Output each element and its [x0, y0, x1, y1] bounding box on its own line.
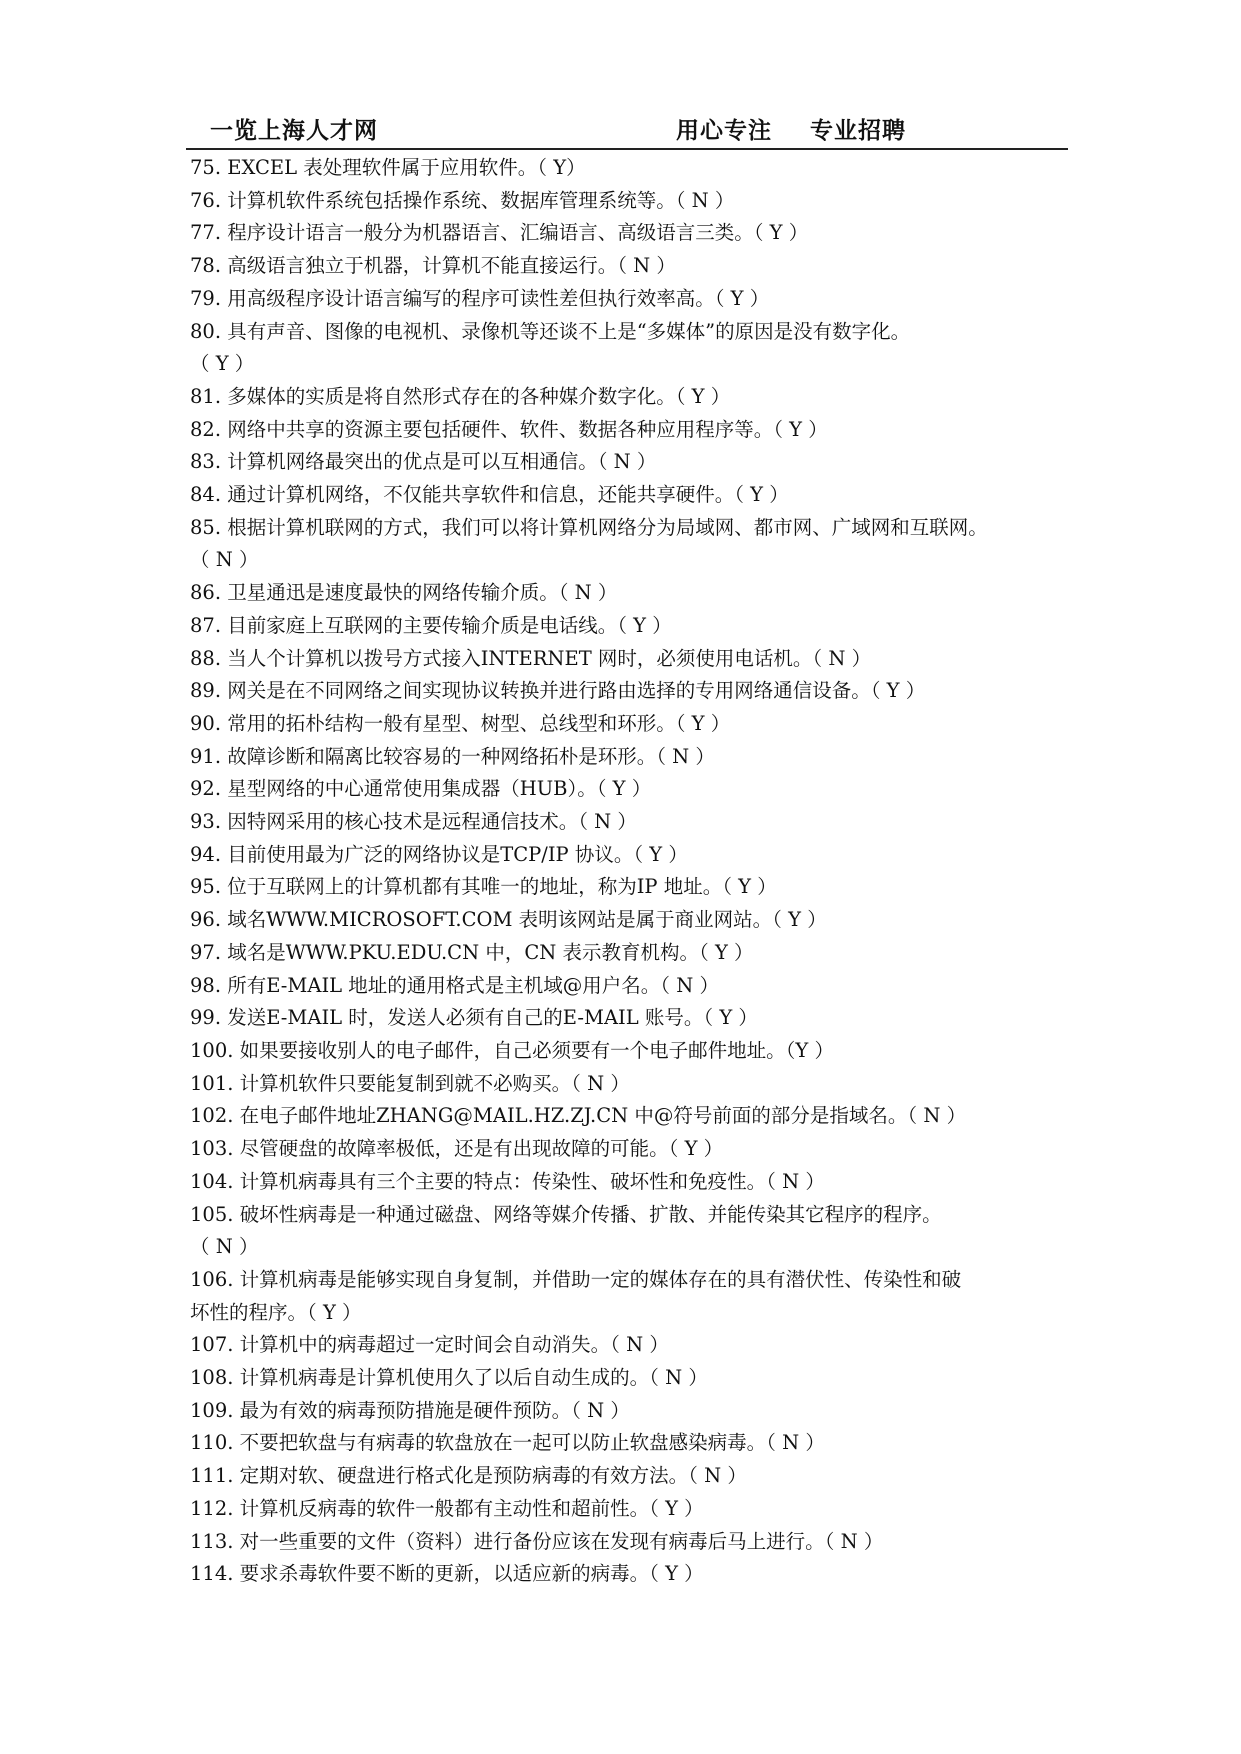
text-line: 88. 当人个计算机以拨号方式接入INTERNET 网时，必须使用电话机。（ N ）	[190, 646, 872, 670]
text-line: 91. 故障诊断和隔离比较容易的一种网络拓朴是环形。（ N ）	[190, 744, 715, 768]
text-line: （ N ）	[190, 548, 259, 572]
text-line: 102. 在电子邮件地址ZHANG@MAIL.HZ.ZJ.CN 中@符号前面的部分是指域名。（ N ）	[190, 1104, 967, 1128]
text-line: 80. 具有声音、图像的电视机、录像机等还谈不上是“多媒体”的原因是没有数字化。	[190, 319, 911, 343]
text-line: 95. 位于互联网上的计算机都有其唯一的地址，称为IP 地址。（ Y ）	[190, 875, 777, 899]
text-line: 78. 高级语言独立于机器，计算机不能直接运行。（ N ）	[190, 254, 676, 278]
text-line: 100. 如果要接收别人的电子邮件，自己必须要有一个电子邮件地址。（Y ）	[190, 1038, 834, 1062]
text-line: 105. 破坏性病毒是一种通过磁盘、网络等媒介传播、扩散、并能传染其它程序的程序。	[190, 1202, 942, 1226]
text-line: 94. 目前使用最为广泛的网络协议是TCP/IP 协议。（ Y ）	[190, 842, 688, 866]
text-line: 86. 卫星通迅是速度最快的网络传输介质。（ N ）	[190, 581, 618, 605]
text-line: 96. 域名WWW.MICROSOFT.COM 表明该网站是属于商业网站。（ Y ）	[190, 908, 827, 932]
text-line: 103. 尽管硬盘的故障率极低，还是有出现故障的可能。（ Y ）	[190, 1137, 724, 1161]
text-line: 112. 计算机反病毒的软件一般都有主动性和超前性。（ Y ）	[190, 1496, 704, 1520]
text-line: 111. 定期对软、硬盘进行格式化是预防病毒的有效方法。（ N ）	[190, 1464, 747, 1488]
text-line: 84. 通过计算机网络，不仅能共享软件和信息，还能共享硬件。（ Y ）	[190, 483, 789, 507]
text-line: 98. 所有E-MAIL 地址的通用格式是主机域@用户名。（ N ）	[190, 973, 720, 997]
text-line: 87. 目前家庭上互联网的主要传输介质是电话线。（ Y ）	[190, 613, 672, 637]
text-line: 75. EXCEL 表处理软件属于应用软件。（ Y）	[190, 156, 586, 179]
text-line: 101. 计算机软件只要能复制到就不必购买。（ N ）	[190, 1071, 630, 1095]
text-line: 90. 常用的拓朴结构一般有星型、树型、总线型和环形。（ Y ）	[190, 711, 731, 735]
text-line: （ N ）	[190, 1235, 259, 1259]
text-line: 79. 用高级程序设计语言编写的程序可读性差但执行效率高。（ Y ）	[190, 286, 770, 310]
header-site-name: 一览上海人才网	[210, 117, 378, 144]
page-header	[186, 112, 1068, 150]
header-slogan-left: 用心专注	[676, 117, 772, 144]
text-line: 114. 要求杀毒软件要不断的更新，以适应新的病毒。（ Y ）	[190, 1562, 704, 1586]
question-list	[190, 152, 1070, 1591]
text-line: 109. 最为有效的病毒预防措施是硬件预防。（ N ）	[190, 1398, 630, 1422]
text-line: 85. 根据计算机联网的方式，我们可以将计算机网络分为局域网、都市网、广域网和互联网。	[190, 515, 988, 539]
text-line: 83. 计算机网络最突出的优点是可以互相通信。（ N ）	[190, 450, 657, 474]
header-slogan	[676, 112, 906, 145]
text-line: 97. 域名是WWW.PKU.EDU.CN 中，CN 表示教育机构。（ Y ）	[190, 940, 754, 964]
text-line: 113. 对一些重要的文件（资料）进行备份应该在发现有病毒后马上进行。（ N ）	[190, 1529, 884, 1553]
text-line: 坏性的程序。（ Y ）	[190, 1300, 362, 1324]
text-line: 82. 网络中共享的资源主要包括硬件、软件、数据各种应用程序等。（ Y ）	[190, 417, 828, 441]
text-line: （ Y ）	[190, 352, 255, 376]
text-line: 81. 多媒体的实质是将自然形式存在的各种媒介数字化。（ Y ）	[190, 384, 731, 408]
text-line: 108. 计算机病毒是计算机使用久了以后自动生成的。（ N ）	[190, 1366, 708, 1390]
header-slogan-right: 专业招聘	[810, 117, 906, 144]
text-line: 110. 不要把软盘与有病毒的软盘放在一起可以防止软盘感染病毒。（ N ）	[190, 1431, 825, 1455]
text-line: 106. 计算机病毒是能够实现自身复制，并借助一定的媒体存在的具有潜伏性、传染性和破	[190, 1267, 962, 1291]
text-line: 93. 因特网采用的核心技术是远程通信技术。（ N ）	[190, 810, 637, 834]
text-line: 107. 计算机中的病毒超过一定时间会自动消失。（ N ）	[190, 1333, 669, 1357]
text-line: 92. 星型网络的中心通常使用集成器（HUB）。（ Y ）	[190, 777, 652, 801]
text-line: 89. 网关是在不同网络之间实现协议转换并进行路由选择的专用网络通信设备。（ Y ）	[190, 679, 926, 703]
text-line: 77. 程序设计语言一般分为机器语言、汇编语言、高级语言三类。（ Y ）	[190, 221, 809, 245]
text-line: 104. 计算机病毒具有三个主要的特点：传染性、破坏性和免疫性。（ N ）	[190, 1169, 825, 1193]
text-line: 76. 计算机软件系统包括操作系统、数据库管理系统等。（ N ）	[190, 188, 735, 212]
text-line: 99. 发送E-MAIL 时，发送人必须有自己的E-MAIL 账号。（ Y ）	[190, 1006, 758, 1030]
